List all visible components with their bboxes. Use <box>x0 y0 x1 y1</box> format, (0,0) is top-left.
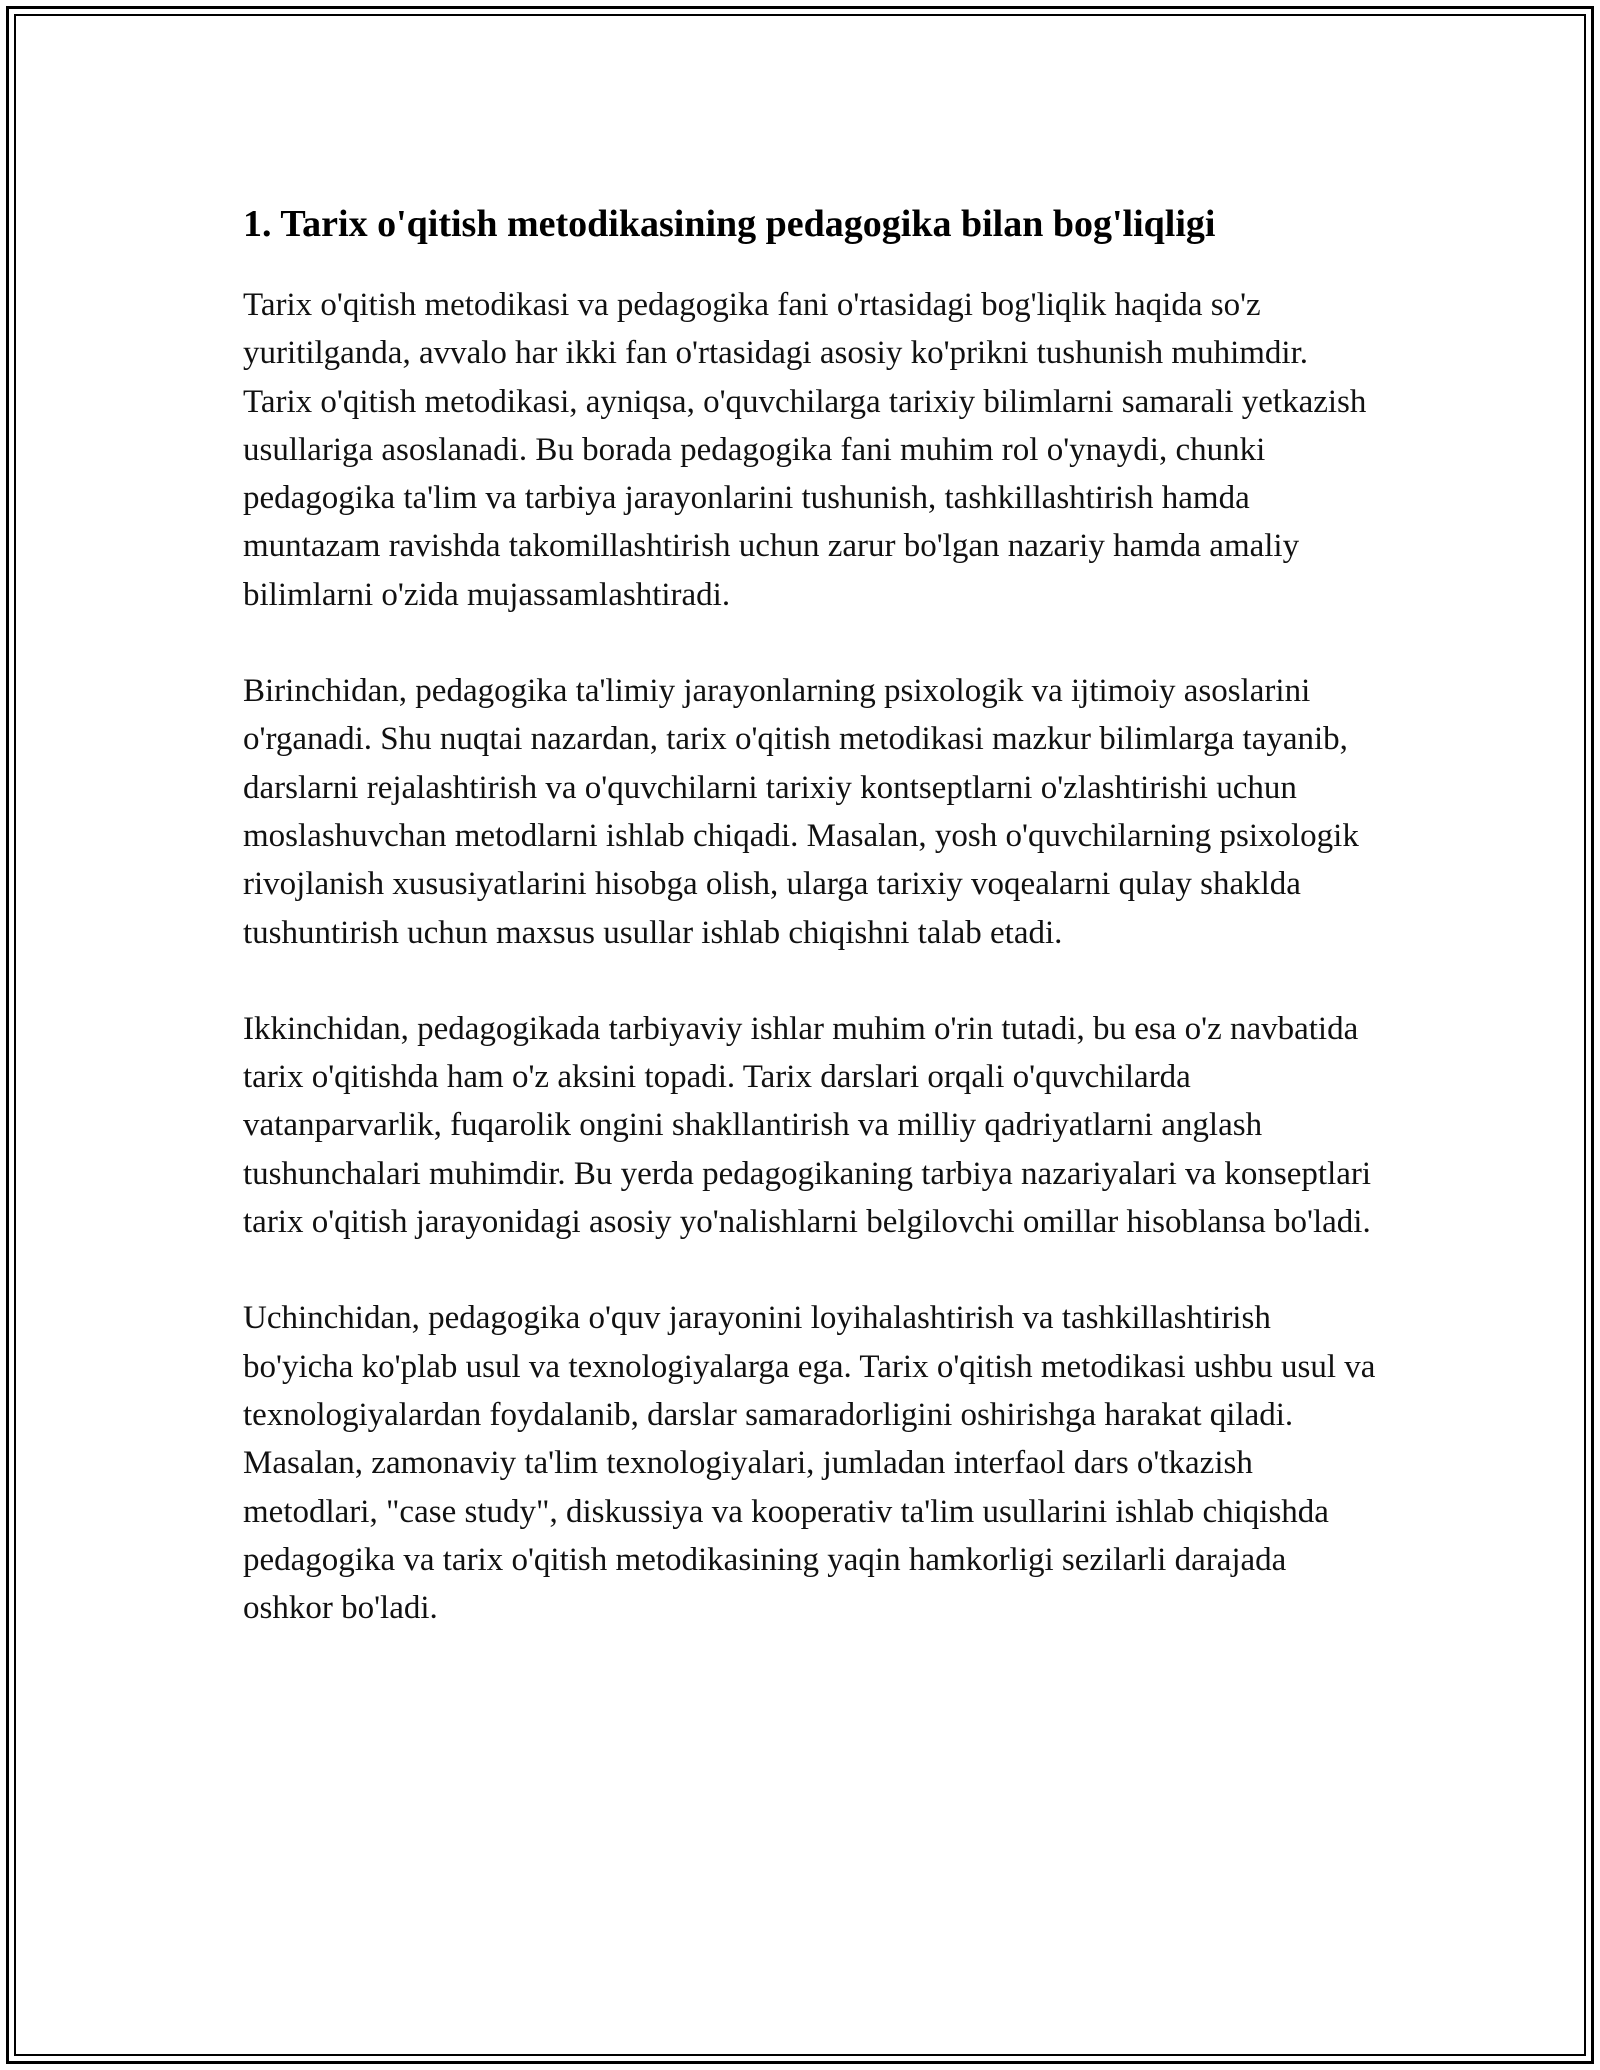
page-frame <box>6 6 1594 2064</box>
paragraph-intro: Tarix o'qitish metodikasi va pedagogika fani o'rtasidagi bog'liqlik haqida so'z yuritilganda, avvalo har ikki fan o'rtasidagi asosiy ko'prikni tushunish muhimdir. Tarix o'qitish metodikasi, ayniqsa, o'quvchilarga tarixiy bilimlarni samarali yetkazish usullariga asoslanadi. Bu borada pedagogika fani muhim rol o'ynaydi, chunki pedagogika ta'lim va tarbiya jarayonlarini tushunish, tashkillashtirish hamda muntazam ravishda takomillashtirish uchun zarur bo'lgan nazariy hamda amaliy bilimlarni o'zida mujassamlashtiradi. <box>243 287 1367 613</box>
section-heading: 1. Tarix o'qitish metodikasining pedagogika bilan bog'liqligi <box>243 203 1216 245</box>
paragraph-third: Uchinchidan, pedagogika o'quv jarayonini loyihalashtirish va tashkillashtirish bo'yicha ko'plab usul va texnologiyalarga ega. Tarix o'qitish metodikasi ushbu usul va texnologiyalardan foydalanib, darslar samaradorligini oshirishga harakat qiladi. Masalan, zamonaviy ta'lim texnologiyalari, jumladan interfaol dars o'tkazish metodlari, "case study", diskussiya va kooperativ ta'lim usullarini ishlab chiqishda pedagogika va tarix o'qitish metodikasining yaqin hamkorligi sezilarli darajada oshkor bo'ladi. <box>243 1300 1376 1627</box>
document-content <box>243 195 1383 1680</box>
paragraph-second: Ikkinchidan, pedagogikada tarbiyaviy ishlar muhim o'rin tutadi, bu esa o'z navbatida tarix o'qitishda ham o'z aksini topadi. Tarix darslari orqali o'quvchilarda vatanparvarlik, fuqarolik ongini shakllantirish va milliy qadriyatlarni anglash tushunchalari muhimdir. Bu yerda pedagogikaning tarbiya nazariyalari va konseptlari tarix o'qitish jarayonidagi asosiy yo'nalishlarni belgilovchi omillar hisoblansa bo'ladi. <box>243 1010 1372 1241</box>
paragraph-first: Birinchidan, pedagogika ta'limiy jarayonlarning psixologik va ijtimoiy asoslarini o'rganadi. Shu nuqtai nazardan, tarix o'qitish metodikasi mazkur bilimlarga tayanib, darslarni rejalashtirish va o'quvchilarni tarixiy kontseptlarni o'zlashtirishi uchun moslashuvchan metodlarni ishlab chiqadi. Masalan, yosh o'quvchilarning psixologik rivojlanish xususiyatlarini hisobga olish, ularga tarixiy voqealarni qulay shaklda tushuntirish uchun maxsus usullar ishlab chiqishni talab etadi. <box>243 673 1359 951</box>
